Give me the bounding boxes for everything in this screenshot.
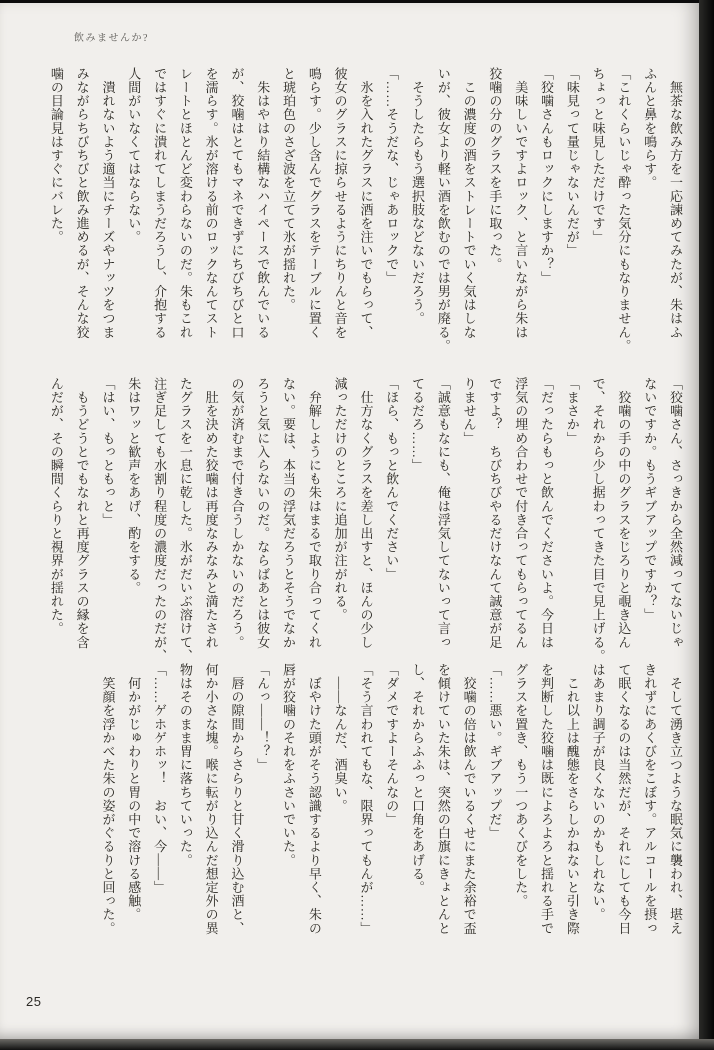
text-line: 人間がいなくてはならない。	[126, 67, 142, 244]
text-line: 「味見って量じゃないんだが」	[564, 67, 580, 258]
text-line: 朱はやはり結構なハイペースで飲んでいる	[255, 67, 271, 339]
text-line: 「まさか」	[564, 377, 580, 445]
text-line: 「んっ――！？」	[255, 663, 271, 772]
text-line: 唇が狡噛のそれをふさいでいた。	[281, 663, 297, 867]
text-line: ないですか。もうギブアップですか？」	[642, 377, 658, 622]
text-line: 「……そうだな、じゃあロックで」	[384, 67, 400, 285]
text-line: もうどうとでもなれと再度グラスの縁を含	[74, 377, 90, 649]
text-block-top	[40, 67, 688, 369]
text-line: 「そう言われてもな、限界ってもんが……」	[358, 663, 374, 935]
text-line: を判断した狡噛は既によろよろと揺れる手で	[539, 663, 555, 935]
text-line: 噛の目論見はすぐにバレた。	[48, 67, 64, 244]
text-line: 「誠意もなにも、俺は浮気してないって言っ	[435, 377, 451, 649]
text-line: ない。要は、本当の浮気だろうとそうでなか	[281, 377, 297, 649]
scan-border-bottom	[0, 1039, 714, 1050]
text-line: が、狡噛はとてもマネできずにちびちびと口	[229, 67, 245, 339]
text-line: ――なんだ、酒臭い。	[332, 663, 348, 813]
text-line: 朱はワッと歓声をあげ、酌をする。	[126, 377, 142, 595]
text-line: 氷を入れたグラスに酒を注いでもらって、	[358, 67, 374, 339]
text-line: てるだろ……」	[410, 377, 426, 473]
text-line: ではすぐに潰れてしまうだろうし、介抱する	[152, 67, 168, 339]
text-line: 「……悪い。ギブアップだ」	[487, 663, 503, 840]
text-line: 狡噛の倍は飲んでいるくせにまた余裕で盃	[461, 663, 477, 935]
text-line: 物はそのまま胃に落ちていった。	[177, 663, 193, 867]
text-line: 美味しいですよロック、と言いながら朱は	[513, 67, 529, 339]
text-block-middle	[40, 377, 688, 679]
text-line: 浮気の埋め合わせで付き合ってもらってるん	[513, 377, 529, 649]
text-line: 減っただけのところに追加が注がれる。	[332, 377, 348, 622]
text-line: 注ぎ足しても水割り程度の濃度だったのだが、	[152, 377, 168, 663]
running-header: 飲みませんか?	[74, 33, 149, 44]
text-line: 弁解しようにも朱はまるで取り合ってくれ	[306, 377, 322, 649]
text-line: 彼女のグラスに掠らせるようにちりんと音を	[332, 67, 348, 339]
text-block-bottom	[40, 663, 688, 965]
text-line: 「だったらもっと飲んでくださいよ。今日は	[539, 377, 555, 649]
text-line: し、それからふふっと口角をあげる。	[410, 663, 426, 895]
text-line: 何かがじゅわりと胃の中で溶ける感触。	[126, 663, 142, 922]
text-line: 「ダメですよーそんなの」	[384, 663, 400, 827]
text-line: 「狡噛さんもロックにしますか？」	[539, 67, 555, 285]
text-line: 無茶な飲み方を一応諫めてみたが、朱はふ	[668, 67, 683, 339]
page-number: 25	[26, 994, 42, 1009]
text-line: ですよ？ ちびちびやるだけなんて誠意が足	[487, 377, 503, 649]
text-line: 唇の隙間からさらりと甘く滑り込む酒と、	[229, 663, 245, 935]
text-line: 何か小さな塊。喉に転がり込んだ想定外の異	[203, 663, 219, 935]
text-line: 「はい、もっともっと」	[100, 377, 116, 527]
text-line: を濡らす。氷が溶ける前のロックなんてスト	[203, 67, 219, 339]
text-line: いが、彼女より軽い酒を飲むのでは男が廃る。	[435, 67, 451, 353]
text-line: で、それから少し据わってきた目で見上げる。	[590, 377, 606, 663]
text-line: 肚を決めた狡噛は再度なみなみと満たされ	[203, 377, 219, 649]
text-line: たグラスを一息に乾した。氷がだいぶ溶けて、	[177, 377, 193, 663]
scan-border-right	[699, 0, 714, 1050]
text-line: 狡噛の分のグラスを手に取った。	[487, 67, 503, 271]
text-line: ぼやけた頭がそう認識するより早く、朱の	[306, 663, 322, 935]
text-line: 潰れないよう適当にチーズやナッツをつま	[100, 67, 116, 339]
text-line: 「ほら、もっと飲んでください」	[384, 377, 400, 581]
text-line: んだが、その瞬間くらりと視界が揺れた。	[48, 377, 64, 636]
text-line: て眠くなるのは当然だが、それにしても今日	[616, 663, 632, 935]
text-line: ちょっと味見しただけです」	[590, 67, 606, 244]
book-page	[0, 3, 699, 1039]
text-line: と琥珀色のさざ波を立てて氷が揺れた。	[281, 67, 297, 312]
text-line: ふんと鼻を鳴らす。	[642, 67, 658, 190]
text-line: 「これくらいじゃ酔った気分にもなりません。	[616, 67, 632, 353]
text-line: この濃度の酒をストレートでいく気はしな	[461, 67, 477, 339]
text-line: を傾けていた朱は、突然の白旗にきょとんと	[435, 663, 451, 935]
text-line: そして湧き立つような眠気に襲われ、堪え	[668, 663, 683, 935]
text-line: りません」	[461, 377, 477, 445]
text-line: きれずにあくびをこぼす。アルコールを摂っ	[642, 663, 658, 935]
text-line: みながらちびちびと飲み進めるが、そんな狡	[74, 67, 90, 339]
text-line: の気が済むまで付き合うしかないのだろう。	[229, 377, 245, 649]
text-line: 狡噛の手の中のグラスをじろりと覗き込ん	[616, 377, 632, 649]
text-line: レートとほとんど変わらないのだ。朱もこれ	[177, 67, 193, 339]
text-line: そうしたらもう選択肢などないだろう。	[410, 67, 426, 326]
text-line: 「狡噛さん、さっきから全然減ってないじゃ	[668, 377, 683, 649]
text-line: 笑顔を浮かべた朱の姿がぐるりと回った。	[100, 663, 116, 935]
text-line: 「……ゲホゲホッ！ おい、今――」	[152, 663, 168, 895]
text-line: これ以上は醜態をさらしかねないと引き際	[564, 663, 580, 935]
text-line: 鳴らす。少し含んでグラスをテーブルに置く	[306, 67, 322, 339]
text-line: 仕方なくグラスを差し出すと、ほんの少し	[358, 377, 374, 649]
text-line: はあまり調子が良くないのかもしれない。	[590, 663, 606, 922]
text-line: グラスを置き、もう一つあくびをした。	[513, 663, 529, 908]
text-line: ろうと気に入らないのだ。ならばあとは彼女	[255, 377, 271, 649]
